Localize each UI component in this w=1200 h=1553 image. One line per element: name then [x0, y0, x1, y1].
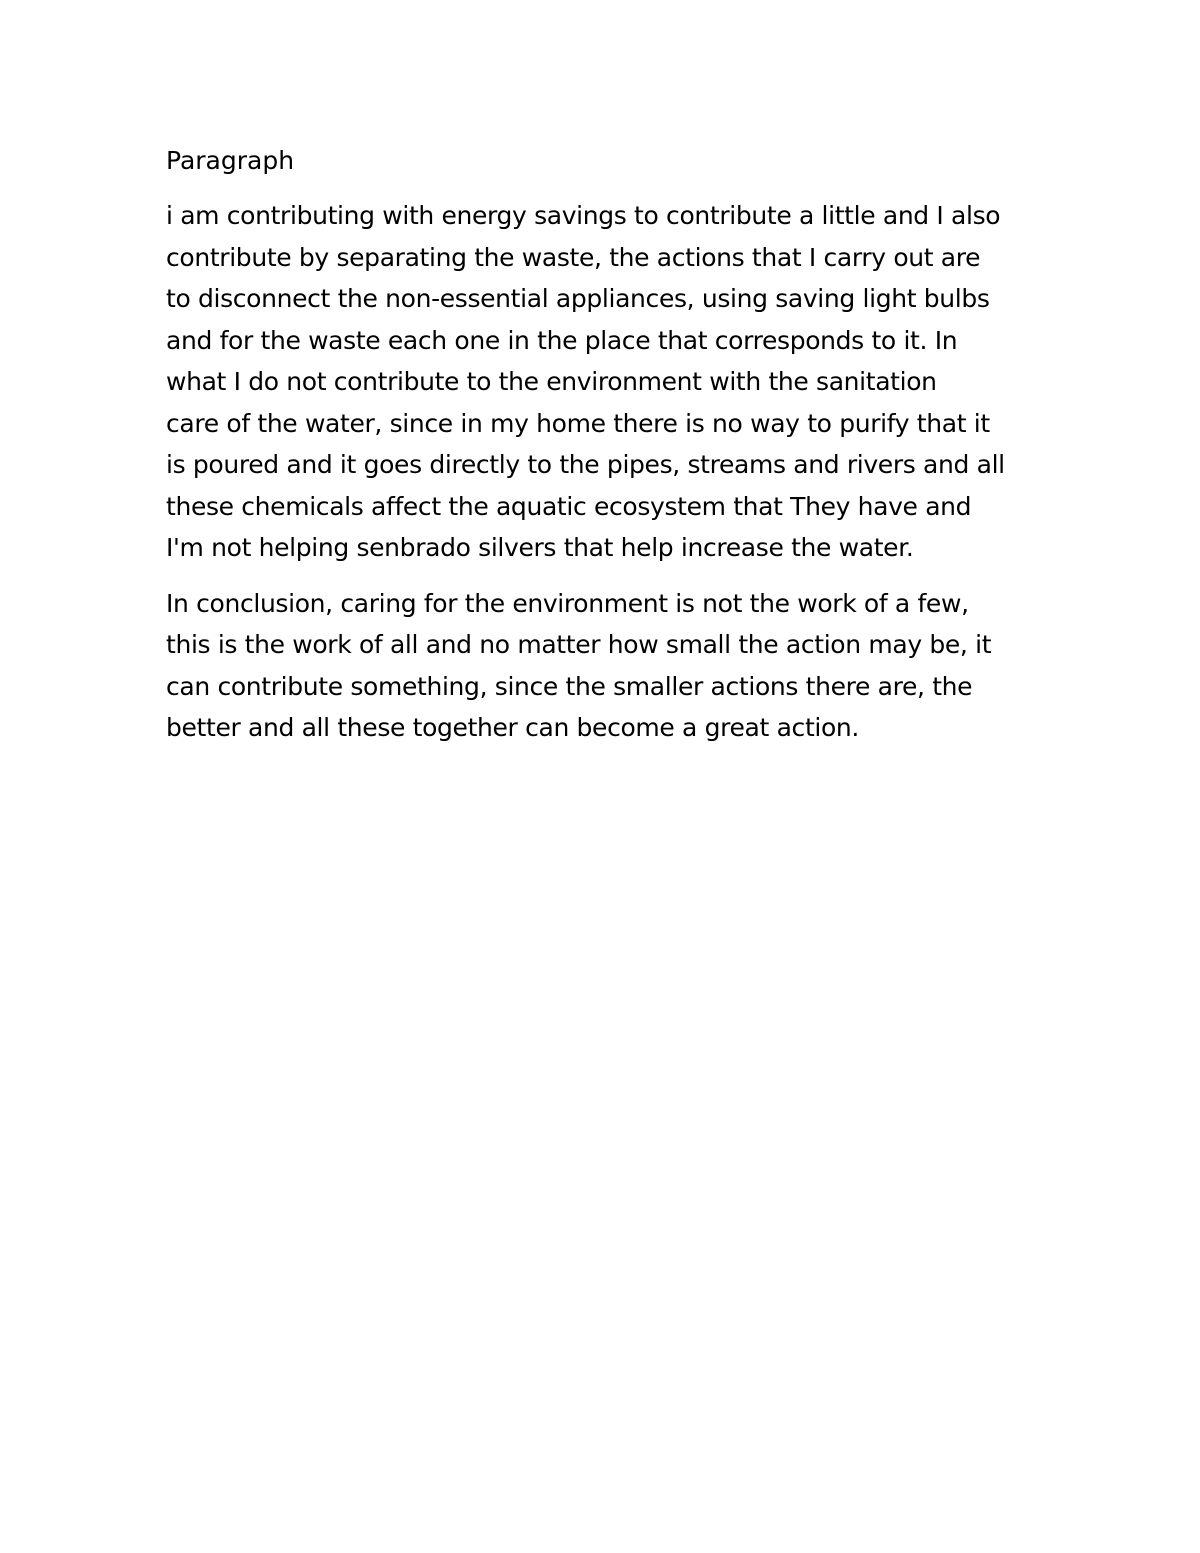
- paragraph-line: contribute by separating the waste, the actions that I carry out are: [166, 242, 981, 272]
- paragraph-2: [166, 583, 1046, 749]
- paragraph-line: these chemicals affect the aquatic ecosystem that They have and: [166, 491, 972, 521]
- paragraph-1: [166, 195, 1046, 569]
- paragraph-line: can contribute something, since the smaller actions there are, the: [166, 671, 973, 701]
- paragraph-line: and for the waste each one in the place that corresponds to it. In: [166, 325, 958, 355]
- paragraph-line: care of the water, since in my home there is no way to purify that it: [166, 408, 990, 438]
- paragraph-line: this is the work of all and no matter how small the action may be, it: [166, 630, 992, 659]
- document-body: [166, 140, 1046, 763]
- paragraph-line: what I do not contribute to the environment with the sanitation: [166, 367, 937, 396]
- paragraph-line: to disconnect the non-essential appliances, using saving light bulbs: [166, 284, 990, 313]
- paragraph-line: is poured and it goes directly to the pipes, streams and rivers and all: [166, 450, 1005, 479]
- document-heading: Paragraph: [166, 146, 295, 175]
- paragraph-line: In conclusion, caring for the environment is not the work of a few,: [166, 588, 969, 618]
- paragraph-line: better and all these together can become a great action.: [166, 713, 860, 742]
- paragraph-line: i am contributing with energy savings to contribute a little and I also: [166, 201, 1001, 230]
- paragraph-line: I'm not helping senbrado silvers that help increase the water.: [166, 533, 914, 562]
